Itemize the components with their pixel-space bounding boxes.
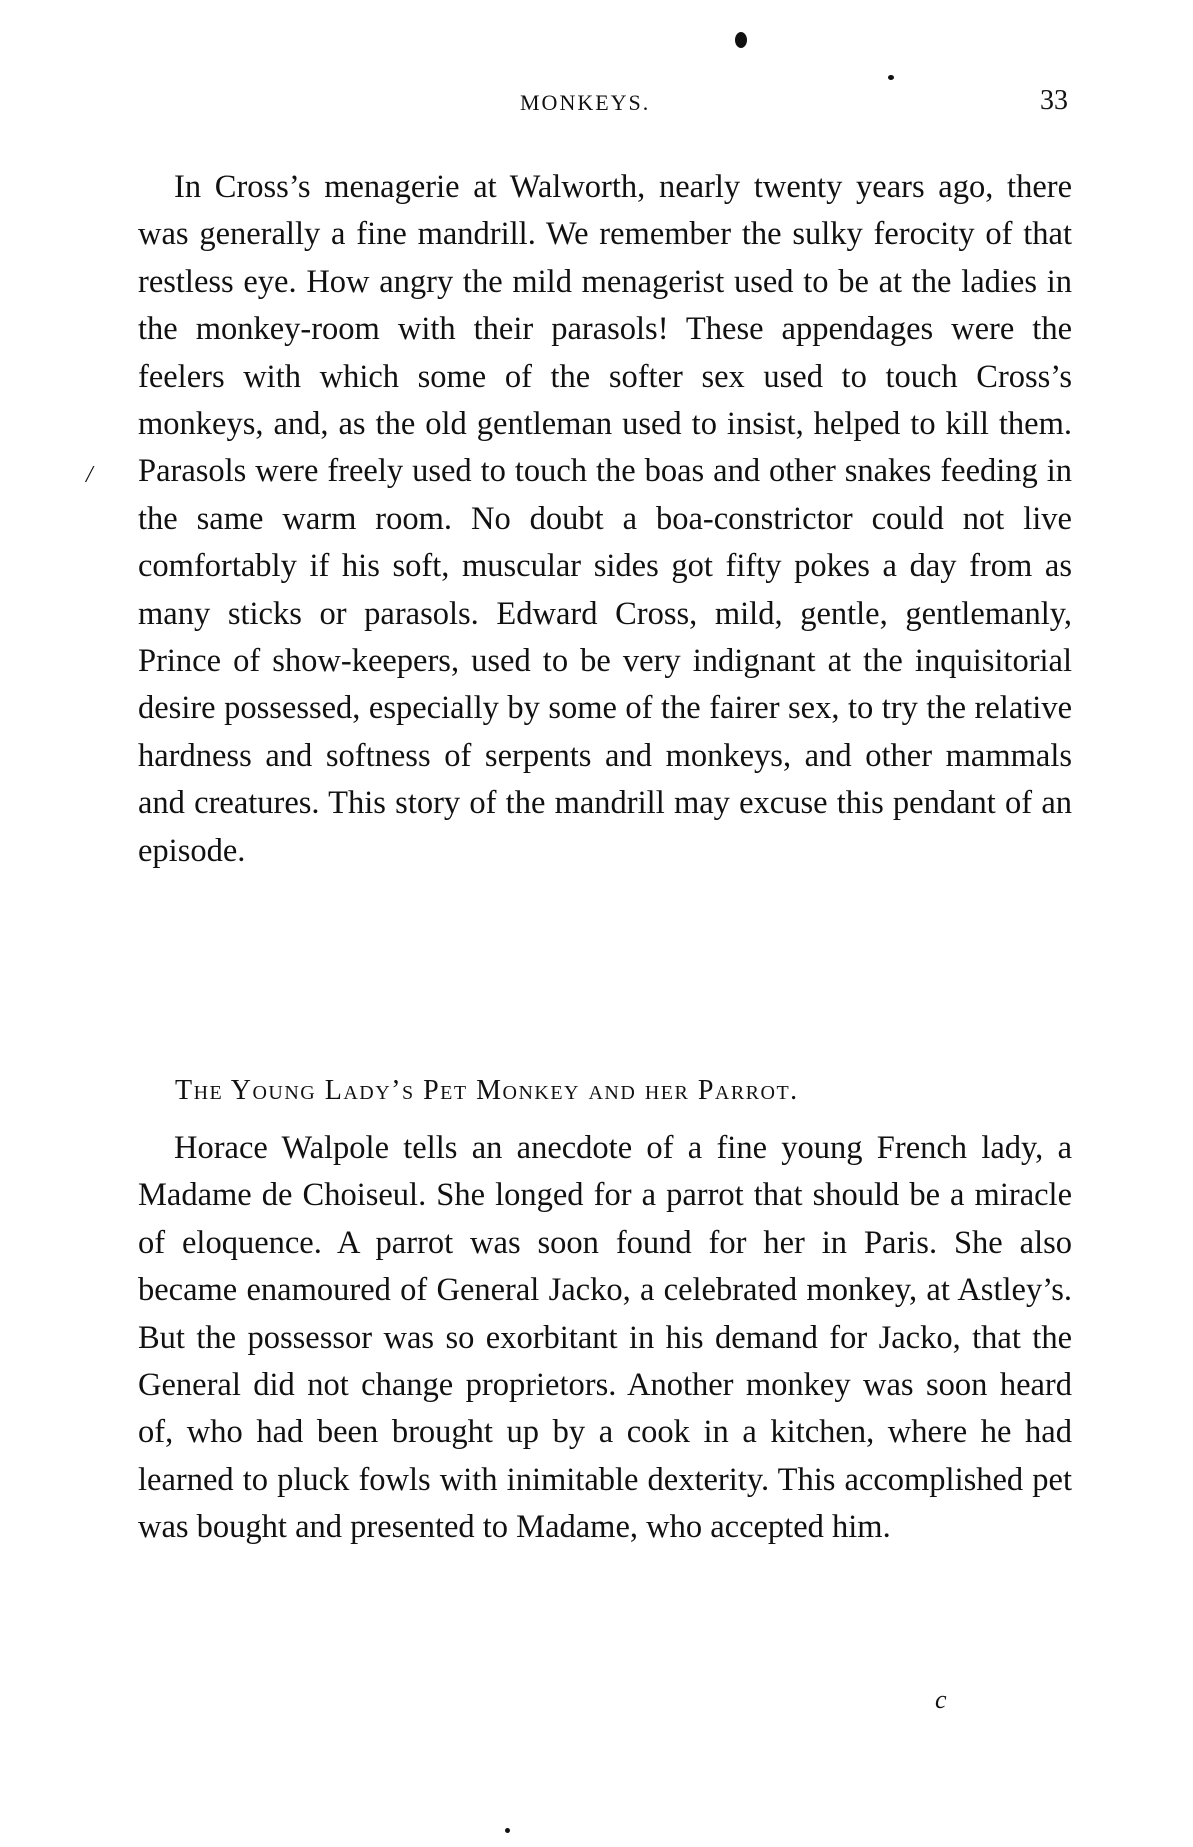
page-number: 33 [1040,85,1068,116]
paragraph-mandrill: In Cross’s menagerie at Walworth, nearly twenty years ago, there was generally a fine mandrill. We remember the sulky ferocity of that restless eye. How angry the mild menagerist used to be at the ladies in the monkey-room with their parasols! These appendages were the feelers with which some of the softer sex used to touch Cross’s monkeys, and, as the old gentleman used to insist, helped to kill them. Parasols were freely used to touch the boas and other snakes feeding in the same warm room. No doubt a boa-constrictor could not live comfortably if his soft, muscular sides got fifty pokes a day from as many sticks or parasols. Edward Cross, mild, gentle, gentlemanly, Prince of show-keepers, used to be very indignant at the inquisitorial desire possessed, especially by some of the fairer sex, to try the relative hardness and softness of serpents and monkeys, and other mammals and creatures. This story of the mandrill may excuse this pendant of an episode. [138,169,1072,869]
running-title: MONKEYS. [520,90,651,115]
paragraph-walpole: Horace Walpole tells an anecdote of a fine young French lady, a Madame de Choiseul. She longed for a parrot that should be a miracle of eloquence. A parrot was soon found for her in Paris. She also became enamoured of General Jacko, a celebrated monkey, at Astley’s. But the possessor was so exorbitant in his demand for Jacko, that the General did not change proprietors. Another monkey was soon heard of, who had been brought up by a cook in a kitchen, where he had learned to pluck fowls with inimitable dexterity. This accomplished pet was bought and presented to Madame, who accepted him. [138,1130,1072,1546]
section-heading: The Young Lady’s Pet Monkey and her Parrot. [175,1075,799,1106]
body-text-lower [138,1125,1072,1552]
signature-mark: c [935,1685,947,1714]
body-text-upper [138,164,1072,875]
ink-blot [735,32,747,48]
ink-speck-bottom [505,1828,510,1833]
margin-mark: / [86,462,93,488]
ink-speck [888,75,894,80]
